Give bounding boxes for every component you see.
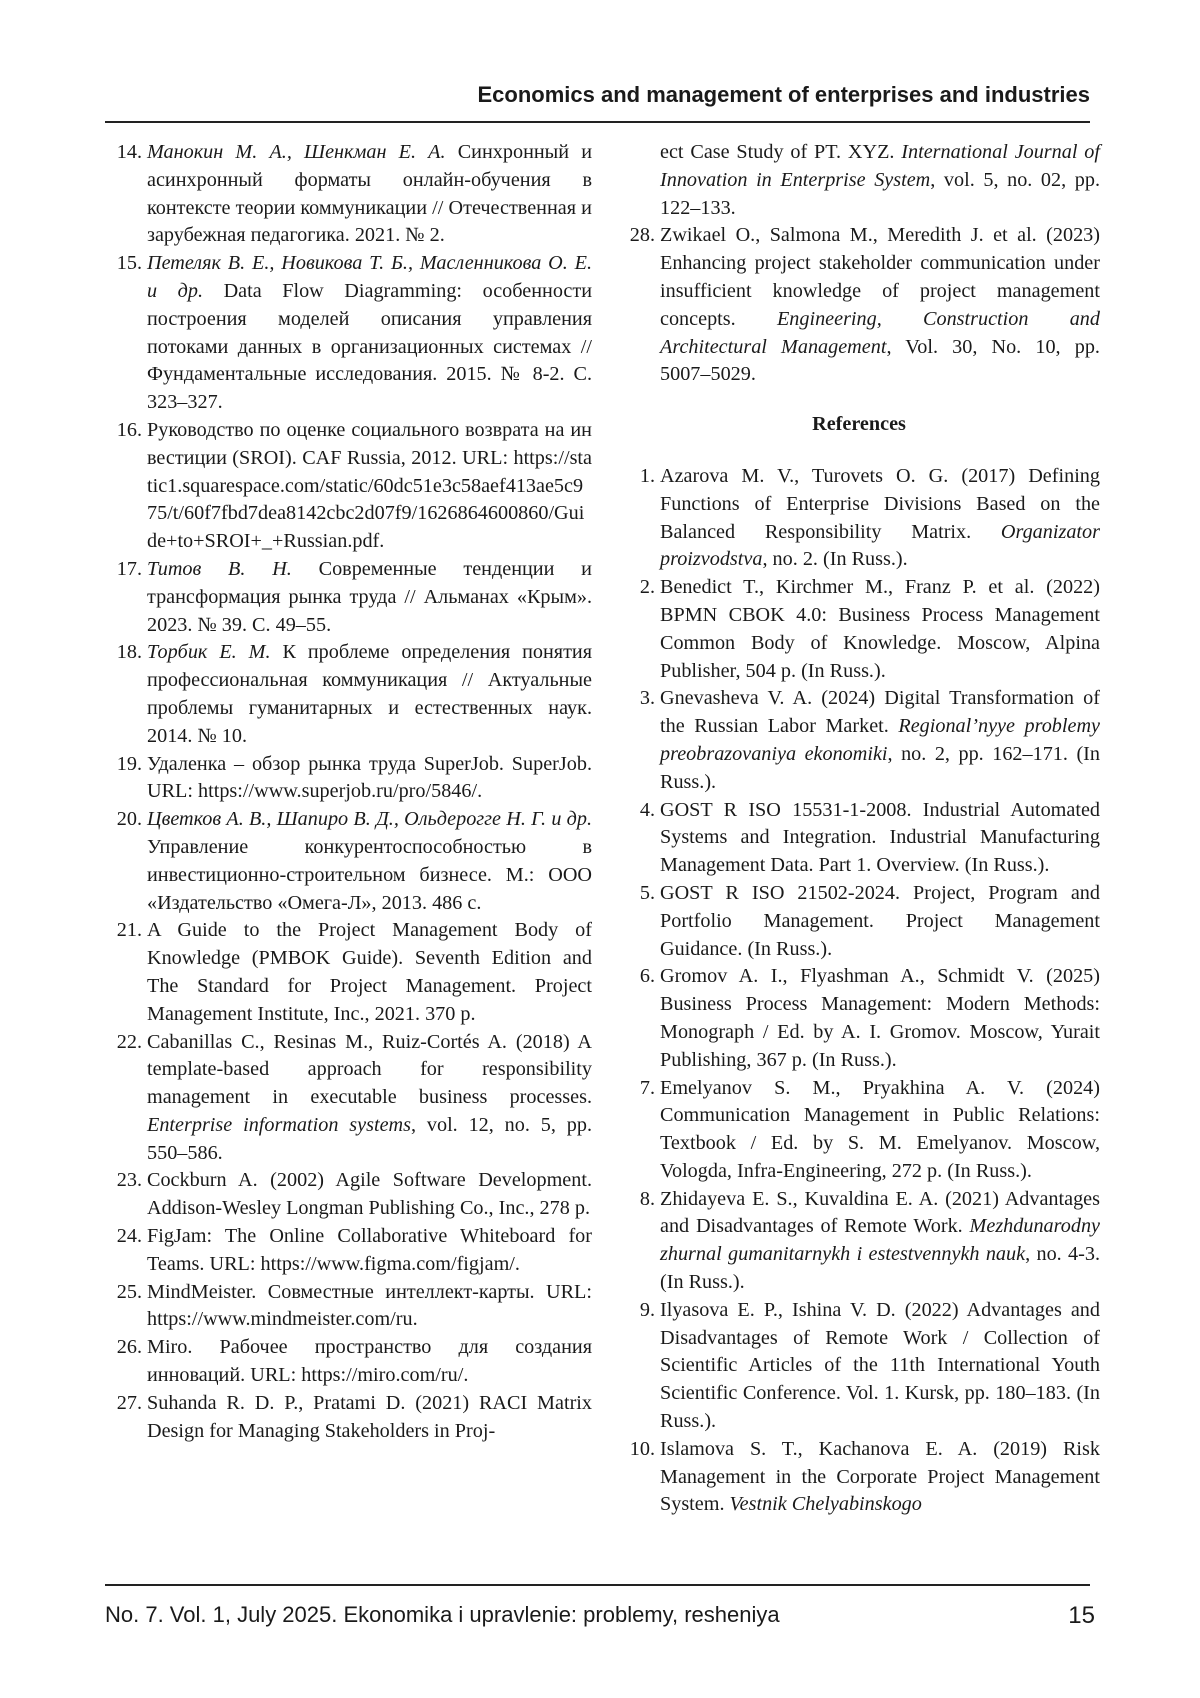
reference-number: 8. <box>639 1187 655 1210</box>
reference-body <box>660 880 1100 963</box>
reference-body <box>147 556 592 639</box>
reference-number: 15. <box>116 252 142 275</box>
reference-number: 5. <box>639 881 655 904</box>
reference-tail: , no. 2, pp. 162–171. (In Russ.). <box>660 742 1100 793</box>
reference-body <box>660 1436 1100 1519</box>
reference-body <box>147 639 592 750</box>
reference-number: 24. <box>116 1225 142 1248</box>
reference-body <box>147 1279 592 1335</box>
reference-text: Удаленка – обзор рынка труда SuperJob. SuperJob. URL: https://www.superjob.ru/pro/5846/. <box>147 752 592 803</box>
reference-item <box>618 222 1100 389</box>
reference-journal: Vestnik Chelyabinskogo <box>729 1493 922 1516</box>
reference-item <box>105 806 592 917</box>
reference-text: ect Case Study of PT. XYZ. <box>660 141 902 163</box>
journal-footer: No. 7. Vol. 1, July 2025. Ekonomika i upravlenie: problemy, resheniya <box>105 1602 780 1627</box>
reference-body <box>660 222 1100 389</box>
reference-item <box>618 880 1100 963</box>
reference-item <box>618 1436 1100 1519</box>
reference-text: A Guide to the Project Management Body of Knowledge (PMBOK Guide). Seventh Edition and The Standard for Project Management. Project Management Institute, Inc., 2021. 370 p. <box>147 919 592 1025</box>
reference-number: 3. <box>639 687 655 710</box>
reference-number: 6. <box>639 965 655 988</box>
reference-item <box>618 1075 1100 1186</box>
reference-item <box>618 963 1100 1074</box>
reference-text: Suhanda R. D. P., Pratami D. (2021) RACI Matrix Design for Managing Stakeholders in Proj- <box>147 1391 592 1442</box>
reference-authors: Манокин М. А., Шенкман Е. А. <box>147 141 446 163</box>
reference-journal: International Journal of Innovation in Enterprise System <box>660 141 1100 191</box>
reference-item <box>105 139 592 250</box>
reference-tail: , no. 2. (In Russ.). <box>762 548 908 571</box>
reference-body <box>147 139 592 250</box>
reference-number: 26. <box>116 1336 142 1359</box>
reference-tail: , no. 4-3. (In Russ.). <box>660 1243 1100 1294</box>
running-header: Economics and management of enterprises and industries <box>477 82 1090 107</box>
reference-item <box>105 250 592 417</box>
reference-item <box>105 639 592 750</box>
reference-body <box>147 1029 592 1168</box>
reference-text: Gromov A. I., Flyashman A., Schmidt V. (2025) Business Process Management: Modern Methods: Monograph / Ed. by A. I. Gromov. Moscow, Yurait Publishing, 367 p. (In Russ.). <box>660 965 1100 1071</box>
reference-number: 9. <box>639 1298 655 1321</box>
reference-authors: Торбик Е. М. <box>147 641 271 664</box>
reference-text: Современные тенденции и трансформация рынка труда // Альманах «Крым». 2023. № 39. С. 49–55. <box>147 557 592 636</box>
reference-item <box>105 1223 592 1279</box>
reference-body <box>660 1075 1100 1186</box>
reference-text: Benedict T., Kirchmer M., Franz P. et al. (2022) BPMN CBOK 4.0: Business Process Management Common Body of Knowledge. Moscow, Alpina Publisher, 504 p. (In Russ.). <box>660 576 1100 682</box>
header-divider <box>105 121 1090 123</box>
reference-text: Руководство по оценке социального возврата на инвестиции (SROI). CAF Russia, 2012. URL: https://static1.squarespace.com/static/60dc51e3c58aef413ae5c975/t/60f7fbd7dea8142cbc2d07f9/1626864600860/Guide+to+SROI+_+Russian.pdf. <box>147 418 592 553</box>
reference-item <box>618 1186 1100 1297</box>
reference-number: 22. <box>116 1030 142 1053</box>
reference-item <box>105 556 592 639</box>
right-column <box>618 139 1100 1519</box>
reference-number: 4. <box>639 798 655 821</box>
left-column <box>105 139 592 1445</box>
reference-number: 18. <box>116 641 142 664</box>
reference-body <box>660 139 1100 222</box>
reference-number: 28. <box>629 224 655 247</box>
reference-number: 7. <box>639 1076 655 1099</box>
reference-body <box>147 751 592 807</box>
reference-body <box>660 685 1100 796</box>
reference-body <box>660 1297 1100 1436</box>
reference-body <box>147 917 592 1028</box>
reference-body <box>147 1223 592 1279</box>
reference-item <box>105 917 592 1028</box>
reference-text: Cabanillas C., Resinas M., Ruiz-Cortés A. (2018) A template-based approach for responsibility management in executable business processes. <box>147 1030 592 1109</box>
reference-body <box>147 250 592 417</box>
page-number: 15 <box>1068 1602 1095 1629</box>
reference-body <box>147 1167 592 1223</box>
reference-item <box>105 1167 592 1223</box>
reference-body <box>660 1186 1100 1297</box>
reference-body <box>660 797 1100 880</box>
reference-tail: , vol. 5, no. 02, pp. 122–133. <box>660 168 1101 219</box>
reference-text: Cockburn A. (2002) Agile Software Development. Addison-Wesley Longman Publishing Co., Inc., 278 p. <box>147 1169 592 1220</box>
reference-item <box>105 751 592 807</box>
footer-divider <box>105 1584 1090 1586</box>
reference-authors: Петеляк В. Е., Новикова Т. Б., Масленникова О. Е. и др. <box>147 252 592 302</box>
reference-number: 17. <box>116 557 142 580</box>
reference-number: 21. <box>116 919 142 942</box>
reference-text: MindMeister. Совместные интеллект-карты. URL: https://www.mindmeister.com/ru. <box>147 1280 592 1331</box>
reference-text: Azarova M. V., Turovets O. G. (2017) Defining Functions of Enterprise Divisions Based on the Balanced Responsibility Matrix. <box>660 464 1100 543</box>
reference-journal: Enterprise information systems <box>147 1113 411 1136</box>
reference-item <box>618 685 1100 796</box>
reference-text: Синхронный и асинхронный форматы онлайн-обучения в контексте теории коммуникации // Отечественная и зарубежная педагогика. 2021. № 2. <box>147 141 592 247</box>
reference-number: 23. <box>116 1169 142 1192</box>
reference-journal: Regional’nyye problemy preobrazovaniya ekonomiki <box>660 715 1101 765</box>
reference-text: К проблеме определения понятия профессиональная коммуникация // Актуальные проблемы гуманитарных и естественных наук. 2014. № 10. <box>147 641 592 747</box>
references-heading: References <box>812 413 906 436</box>
reference-text: Управление конкурентоспособностью в инвестиционно-строительном бизнесе. М.: ООО «Издательство «Омега-Л», 2013. 486 с. <box>147 835 592 914</box>
reference-body <box>147 1390 592 1446</box>
reference-text: Zwikael O., Salmona M., Meredith J. et al. (2023) Enhancing project stakeholder communication under insufficient knowledge of project management concepts. <box>660 224 1100 330</box>
reference-body <box>660 463 1100 574</box>
reference-text: Islamova S. T., Kachanova E. A. (2019) Risk Management in the Corporate Project Management System. <box>660 1437 1100 1516</box>
reference-body <box>660 574 1100 685</box>
reference-number: 20. <box>116 808 142 831</box>
reference-number: 1. <box>639 464 655 487</box>
reference-number: 10. <box>629 1437 655 1460</box>
reference-text: GOST R ISO 15531-1-2008. Industrial Automated Systems and Integration. Industrial Manufacturing Management Data. Part 1. Overview. (In Russ.). <box>660 798 1100 877</box>
reference-item <box>105 1334 592 1390</box>
reference-item <box>105 1390 592 1446</box>
reference-number: 14. <box>116 141 142 163</box>
reference-body <box>147 1334 592 1390</box>
reference-number: 2. <box>639 576 655 599</box>
reference-number: 27. <box>116 1391 142 1414</box>
reference-body <box>147 806 592 917</box>
reference-item <box>618 1297 1100 1436</box>
reference-number: 16. <box>116 418 142 441</box>
reference-text: Emelyanov S. M., Pryakhina A. V. (2024) Communication Management in Public Relations: Textbook / Ed. by S. M. Emelyanov. Moscow, Vologda, Infra-Engineering, 272 p. (In Russ.). <box>660 1076 1100 1182</box>
reference-text: GOST R ISO 21502-2024. Project, Program and Portfolio Management. Project Management Guidance. (In Russ.). <box>660 881 1100 960</box>
reference-authors: Цветков А. В., Шапиро В. Д., Ольдерогге Н. Г. и др. <box>147 808 592 831</box>
reference-continuation <box>618 139 1100 222</box>
reference-text: FigJam: The Online Collaborative Whiteboard for Teams. URL: https://www.figma.com/figjam/. <box>147 1225 592 1275</box>
reference-tail: , Vol. 30, No. 10, pp. 5007–5029. <box>660 335 1100 386</box>
reference-item <box>618 463 1100 574</box>
reference-journal: Mezhdunarodny zhurnal gumanitarnykh i estestvennykh nauk <box>660 1215 1100 1266</box>
reference-text: Ilyasova E. P., Ishina V. D. (2022) Advantages and Disadvantages of Remote Work / Collection of Scientific Articles of the 11th International Youth Scientific Conference. Vol. 1. Kursk, pp. 180–183. (In Russ.). <box>660 1298 1100 1433</box>
reference-text: Zhidayeva E. S., Kuvaldina E. A. (2021) Advantages and Disadvantages of Remote Work. <box>660 1187 1100 1238</box>
reference-number: 19. <box>116 752 142 775</box>
reference-item <box>105 1029 592 1168</box>
reference-text: Miro. Рабочее пространство для создания инноваций. URL: https://miro.com/ru/. <box>147 1336 592 1387</box>
reference-journal: Engineering, Construction and Architectural Management <box>660 307 1100 358</box>
reference-item <box>618 797 1100 880</box>
reference-item <box>105 417 592 556</box>
reference-item <box>618 574 1100 685</box>
reference-text: Gnevasheva V. A. (2024) Digital Transformation of the Russian Labor Market. <box>660 687 1100 738</box>
reference-number: 25. <box>116 1280 142 1303</box>
reference-item <box>105 1279 592 1335</box>
reference-text: Data Flow Diagramming: особенности построения моделей описания управления потоками данных в организационных системах // Фундаментальные исследования. 2015. № 8-2. С. 323–327. <box>147 279 592 414</box>
reference-body <box>147 417 592 556</box>
reference-tail: , vol. 12, no. 5, pp. 550–586. <box>147 1113 592 1164</box>
reference-body <box>660 963 1100 1074</box>
reference-authors: Титов В. Н. <box>147 557 292 580</box>
reference-journal: Organizator proizvodstva <box>660 520 1100 571</box>
